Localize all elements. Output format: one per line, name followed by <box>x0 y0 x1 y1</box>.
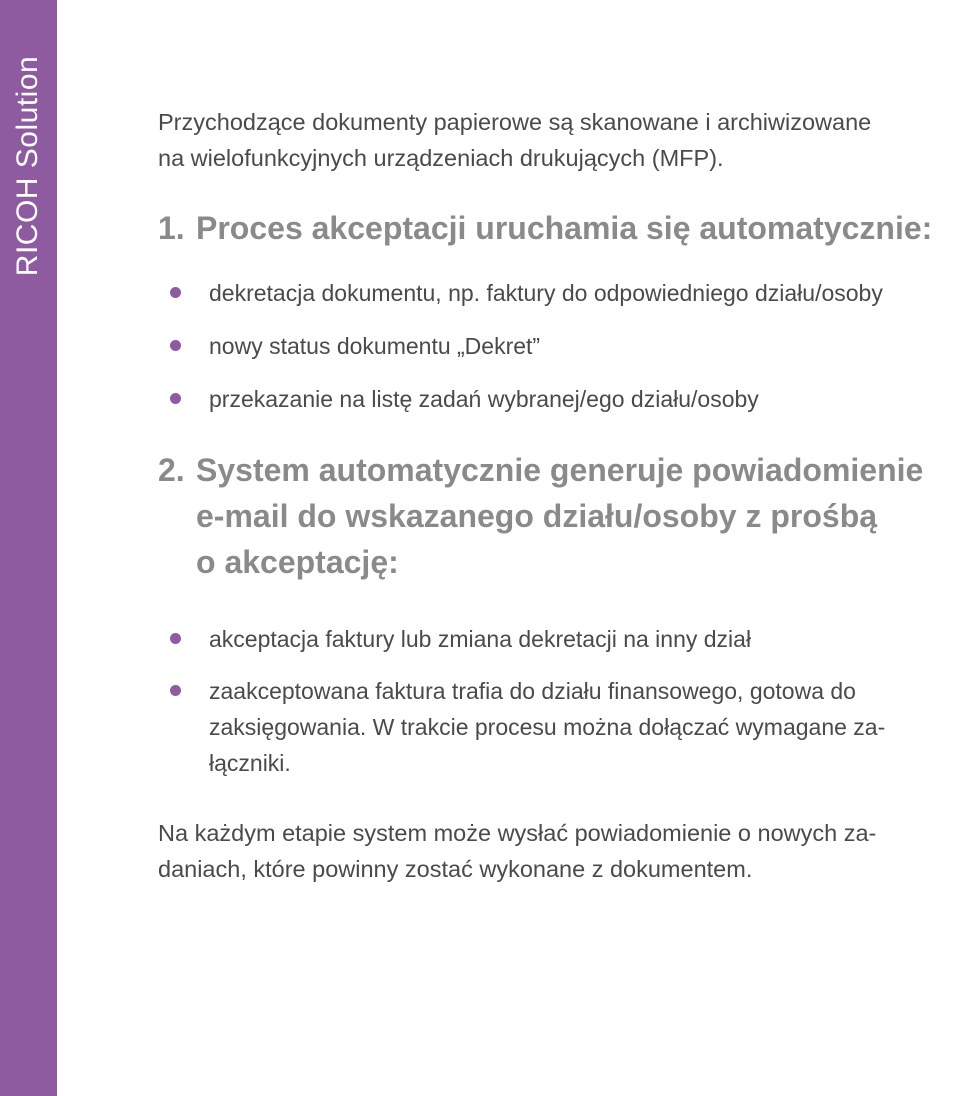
list-item-line-2: zaksięgowania. W trakcie procesu można dołączać wymagane za- <box>209 714 886 740</box>
main-content <box>158 104 958 887</box>
list-item <box>158 673 958 781</box>
list-item <box>158 381 958 417</box>
step-1-heading <box>158 205 958 251</box>
list-item <box>158 621 958 657</box>
list-item-line-3: łączniki. <box>209 750 291 776</box>
closing-paragraph <box>158 815 958 887</box>
bullet-dot-icon <box>170 685 181 696</box>
list-item-text: nowy status dokumentu „Dekret” <box>209 333 541 359</box>
list-item <box>158 275 958 311</box>
bullet-dot-icon <box>170 287 181 298</box>
list-item-text: akceptacja faktury lub zmiana dekretacji na inny dział <box>209 626 752 652</box>
step-2-bullet-list <box>158 621 958 781</box>
intro-line-2: na wielofunkcyjnych urządzeniach drukujących (MFP). <box>158 145 724 171</box>
step-2-line-1: System automatycznie generuje powiadomienie <box>196 452 924 488</box>
step-1-text: Proces akceptacji uruchamia się automatycznie: <box>196 210 933 246</box>
step-2-line-3: o akceptację: <box>196 544 399 580</box>
step-2-number: 2. <box>158 452 185 488</box>
intro-line-1: Przychodzące dokumenty papierowe są skanowane i archiwizowane <box>158 109 872 135</box>
sidebar-label: RICOH Solution <box>11 55 44 277</box>
list-item-text: przekazanie na listę zadań wybranej/ego działu/osoby <box>209 386 759 412</box>
list-item-text: dekretacja dokumentu, np. faktury do odpowiedniego działu/osoby <box>209 280 883 306</box>
closing-line-2: daniach, które powinny zostać wykonane z dokumentem. <box>158 856 753 882</box>
step-2-text <box>196 447 958 585</box>
closing-line-1: Na każdym etapie system może wysłać powiadomienie o nowych za- <box>158 820 877 846</box>
step-1-bullet-list <box>158 275 958 417</box>
list-item <box>158 328 958 364</box>
bullet-dot-icon <box>170 340 181 351</box>
step-2-heading <box>158 447 958 585</box>
step-1-number: 1. <box>158 210 185 246</box>
bullet-dot-icon <box>170 393 181 404</box>
sidebar-band <box>0 0 57 1096</box>
list-item-line-1: zaakceptowana faktura trafia do działu finansowego, gotowa do <box>209 678 856 704</box>
bullet-dot-icon <box>170 633 181 644</box>
step-2-line-2: e-mail do wskazanego działu/osoby z prośbą <box>196 498 878 534</box>
intro-paragraph <box>158 104 958 176</box>
